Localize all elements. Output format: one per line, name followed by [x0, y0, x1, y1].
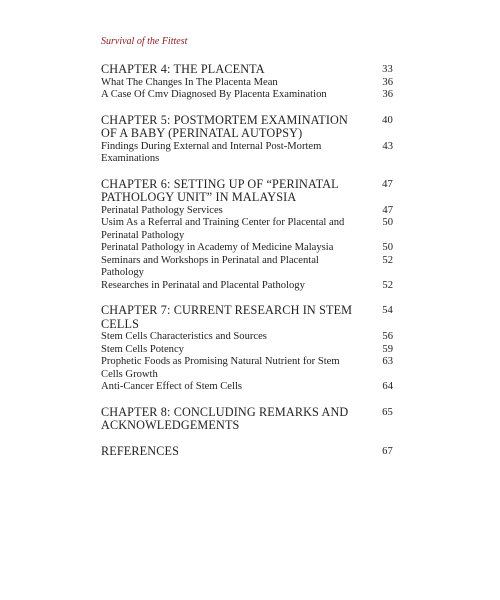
- page-number: 43: [382, 140, 393, 152]
- entry-title: Prophetic Foods as Promising Natural Nutrient for Stem Cells Growth: [101, 356, 340, 380]
- page-number: 36: [382, 76, 393, 88]
- chapter-title: CHAPTER 5: POSTMORTEM EXAMINATION OF A BABY (PERINATAL AUTOPSY): [101, 112, 348, 140]
- entry-title: Perinatal Pathology Services: [101, 204, 223, 216]
- page-number: 65: [382, 406, 393, 418]
- page-number: 50: [382, 217, 393, 228]
- entry-title: Stem Cells Potency: [101, 343, 184, 355]
- chapter-heading[interactable]: [101, 63, 393, 77]
- page-number: 63: [382, 356, 393, 367]
- page-number: 67: [382, 445, 393, 457]
- chapter-heading[interactable]: [101, 406, 393, 433]
- page-number: 47: [382, 178, 393, 190]
- entry-title: Researches in Perinatal and Placental Pathology: [101, 279, 305, 291]
- page-number: 52: [382, 254, 393, 266]
- chapter-heading[interactable]: [101, 304, 393, 331]
- entry-title: What The Changes In The Placenta Mean: [101, 76, 278, 88]
- entry-title: A Case Of Cmv Diagnosed By Placenta Examination: [101, 89, 327, 100]
- chapter-8-section: [101, 406, 393, 433]
- entry-title: Perinatal Pathology in Academy of Medicine Malaysia: [101, 242, 334, 253]
- chapter-title: CHAPTER 6: SETTING UP OF “PERINATAL PATHOLOGY UNIT” IN MALAYSIA: [101, 176, 339, 204]
- page-number: 50: [382, 242, 393, 253]
- toc-entry[interactable]: [101, 205, 393, 218]
- toc-entry[interactable]: [101, 356, 393, 381]
- chapter-title: CHAPTER 7: CURRENT RESEARCH IN STEM CELLS: [101, 303, 353, 331]
- running-header: Survival of the Fittest: [101, 36, 188, 47]
- entry-title: Stem Cells Characteristics and Sources: [101, 331, 267, 342]
- toc-entry[interactable]: [101, 89, 393, 102]
- entry-title: Seminars and Workshops in Perinatal and Placental Pathology: [101, 254, 319, 278]
- toc-entry[interactable]: [101, 77, 393, 90]
- toc-entry[interactable]: [101, 217, 393, 242]
- page-number: 59: [382, 343, 393, 355]
- page-number: 36: [382, 89, 393, 100]
- toc-entry[interactable]: [101, 381, 393, 394]
- page-number: 64: [382, 381, 393, 392]
- toc-entry[interactable]: [101, 331, 393, 344]
- toc-entry[interactable]: [101, 255, 393, 280]
- chapter-4-section: [101, 63, 393, 102]
- chapter-title: CHAPTER 8: CONCLUDING REMARKS AND ACKNOWLEDGEMENTS: [101, 404, 349, 432]
- page-number: 47: [382, 204, 393, 216]
- page-number: 33: [382, 64, 393, 75]
- entry-title: Anti-Cancer Effect of Stem Cells: [101, 381, 243, 392]
- toc-entry[interactable]: [101, 280, 393, 293]
- page-number: 54: [382, 305, 393, 316]
- page-number: 52: [382, 279, 393, 291]
- toc-entry[interactable]: [101, 344, 393, 357]
- chapter-5-section: [101, 114, 393, 166]
- chapter-title: REFERENCES: [101, 443, 180, 458]
- references-heading[interactable]: [101, 445, 393, 459]
- chapter-heading[interactable]: [101, 114, 393, 141]
- chapter-heading[interactable]: [101, 178, 393, 205]
- page-number: 56: [382, 331, 393, 342]
- page-number: 40: [382, 114, 393, 126]
- chapter-6-section: [101, 178, 393, 293]
- table-of-contents: [101, 63, 393, 470]
- chapter-title: CHAPTER 4: THE PLACENTA: [101, 62, 265, 76]
- toc-entry[interactable]: [101, 141, 393, 166]
- chapter-7-section: [101, 304, 393, 394]
- toc-entry[interactable]: [101, 242, 393, 255]
- entry-title: Findings During External and Internal Post-Mortem Examinations: [101, 140, 322, 164]
- entry-title: Usim As a Referral and Training Center for Placental and Perinatal Pathology: [101, 217, 345, 241]
- references-section: [101, 445, 393, 459]
